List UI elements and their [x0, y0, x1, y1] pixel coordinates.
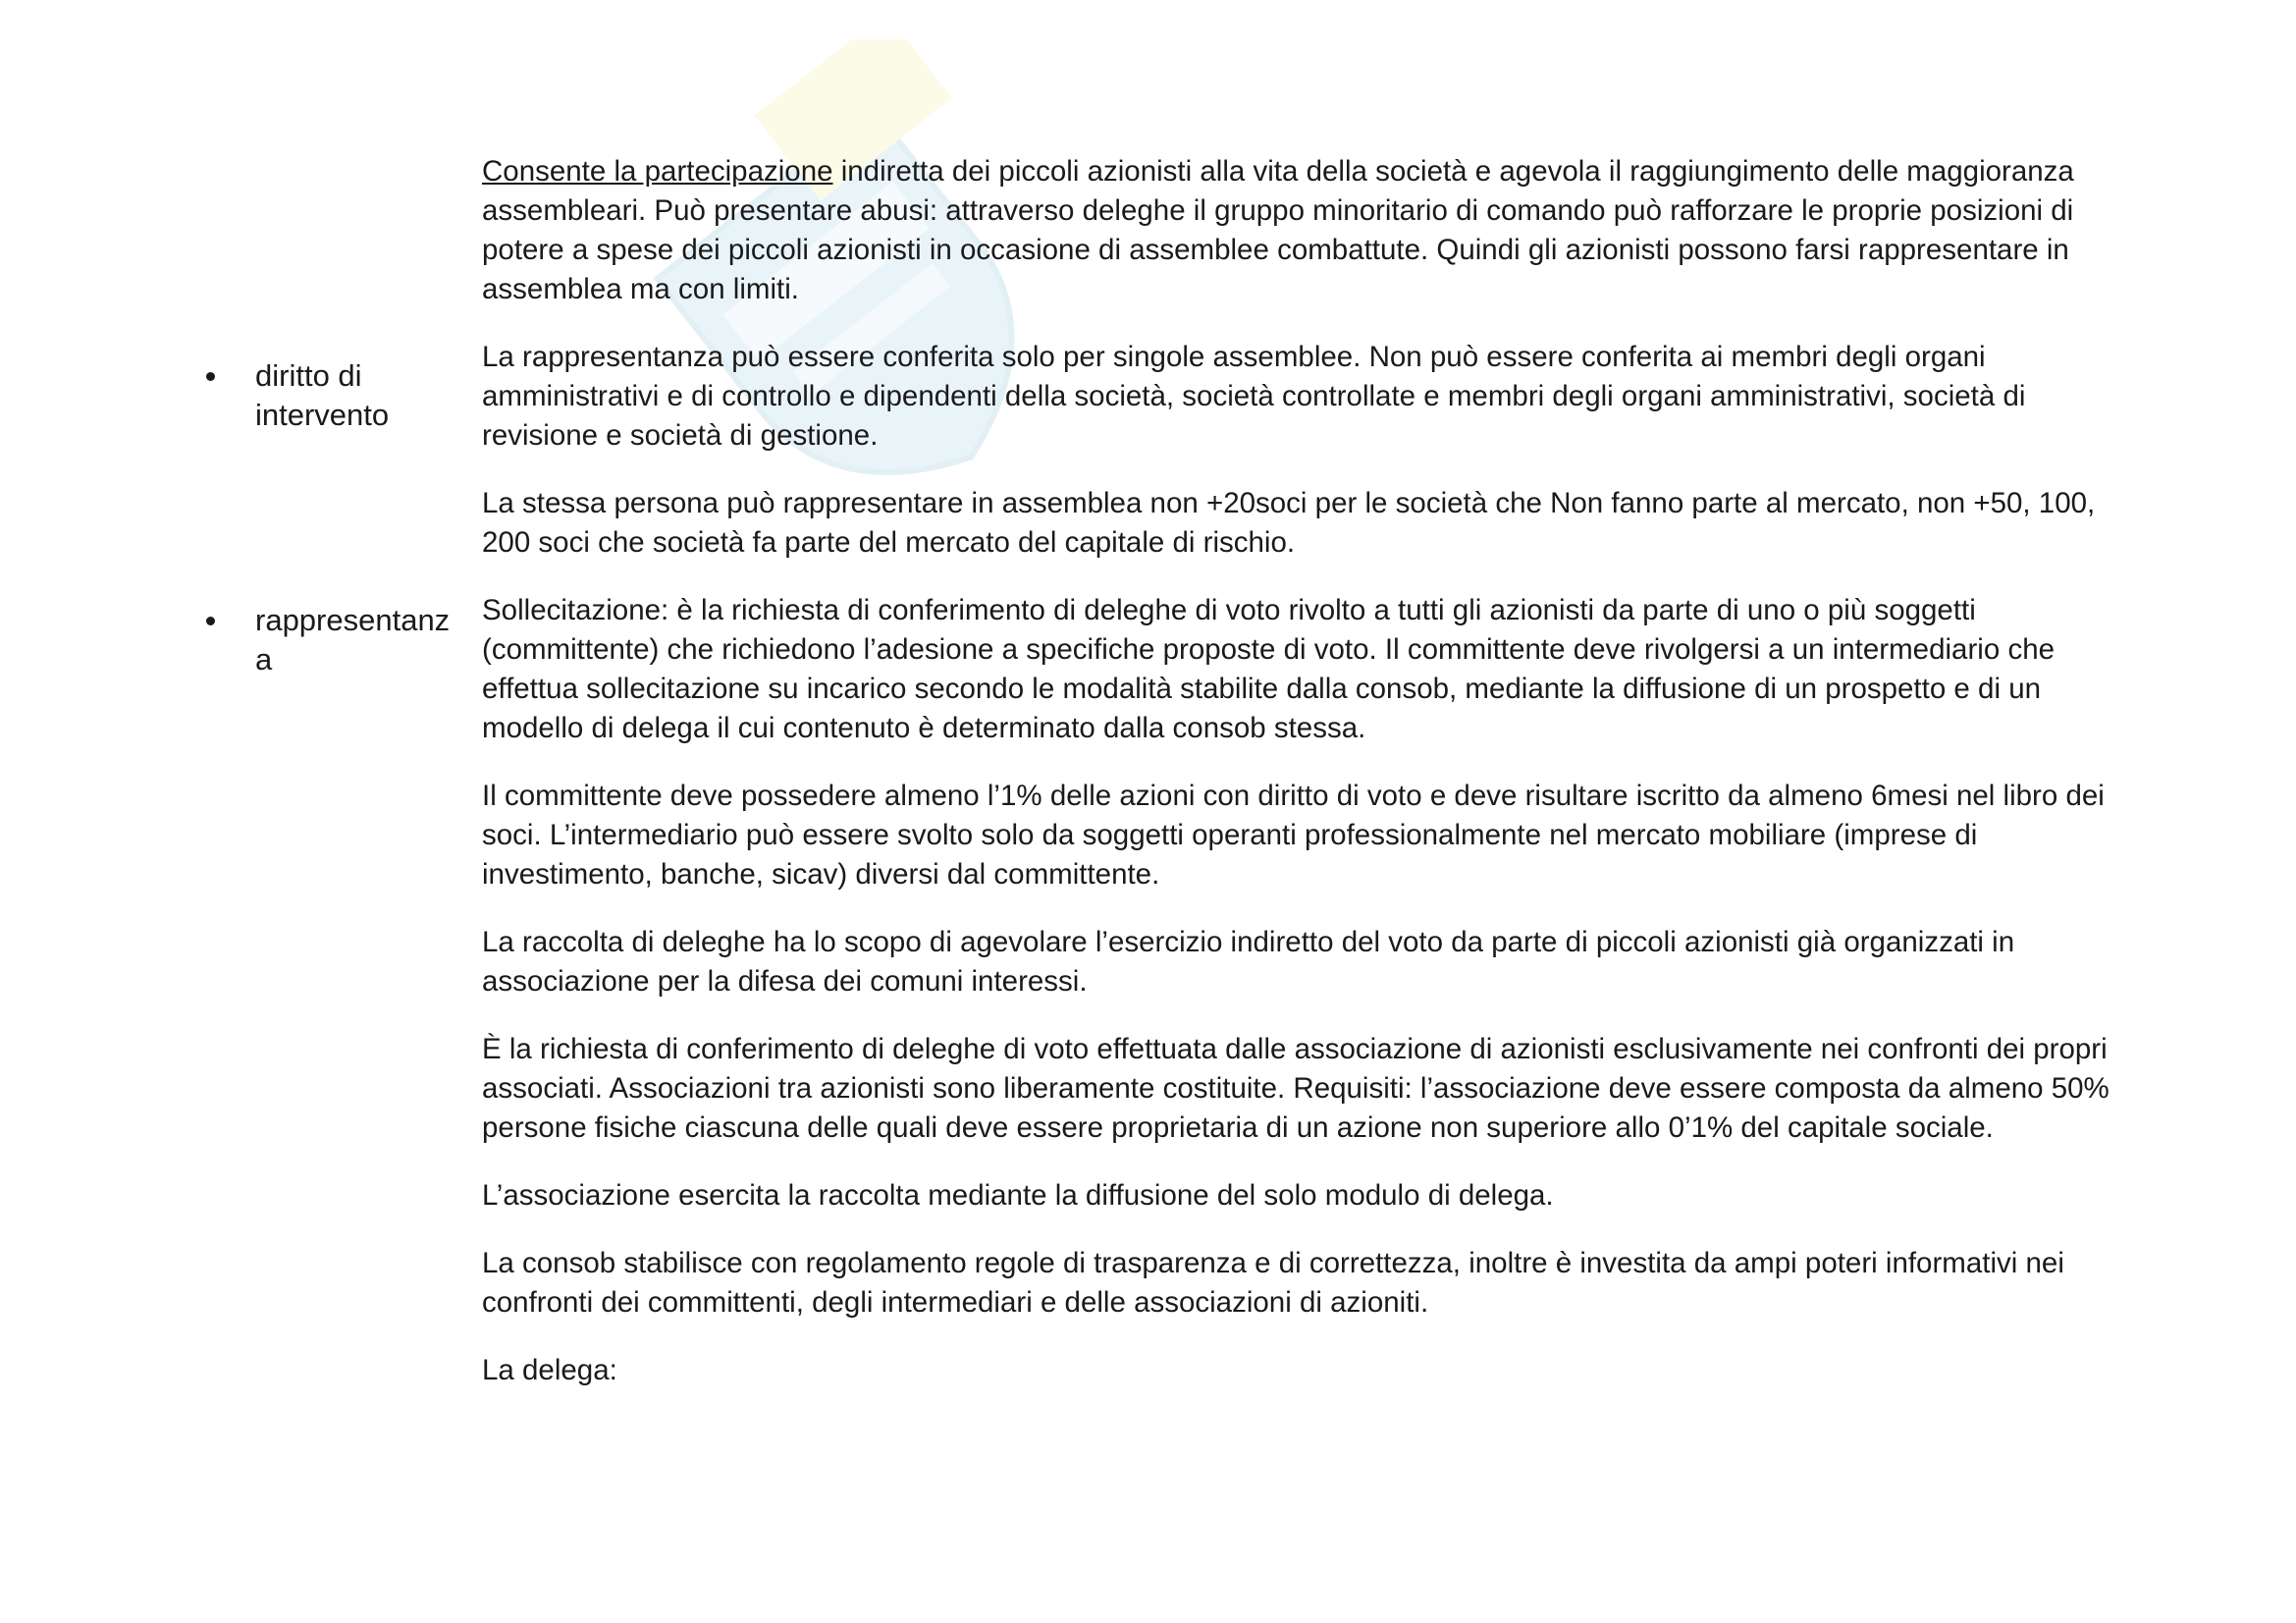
paragraph: L’associazione esercita la raccolta mediante la diffusione del solo modulo di delega. [482, 1179, 1554, 1212]
bullet-dot [206, 617, 215, 625]
bullet-dot [206, 372, 215, 381]
paragraph: La rappresentanza può essere conferita solo per singole assemblee. Non può essere conferita ai membri degli organi amministrativi e di controllo e dipendenti della società, società controllate e membri degli organi amministrativi, società di revisione e società di gestione. [482, 341, 2026, 452]
paragraph: Sollecitazione: è la richiesta di conferimento di deleghe di voto rivolto a tutti gli azionisti da parte di uno o più soggetti (committente) che richiedono l’adesione a specifiche proposte di voto. Il committente deve rivolgersi a un intermediario che effettua sollecitazione su incarico secondo le modalità stabilite dalla consob, mediante la diffusione di un prospetto e di un modello di delega il cui contenuto è determinato dalla consob stessa. [482, 594, 2056, 744]
paragraph: La raccolta di deleghe ha lo scopo di agevolare l’esercizio indiretto del voto da parte di piccoli azionisti già organizzati in associazione per la difesa dei comuni interessi. [482, 926, 2015, 998]
paragraph: La delega: [482, 1354, 617, 1386]
paragraph: La consob stabilisce con regolamento regole di trasparenza e di correttezza, inoltre è investita da ampi poteri informativi nei confronti dei committenti, degli intermediari e delle associazioni di azioniti. [482, 1247, 2064, 1319]
underlined-text: Consente la partecipazione [482, 155, 833, 188]
bullet-label: rappresentanza [255, 603, 451, 676]
paragraph-text: indiretta dei piccoli azionisti alla vita della società e agevola il raggiungimento delle maggioranza assembleari. Può presentare abusi: attraverso deleghe il gruppo minoritario di comando può rafforzare le proprie posizioni di potere a spese dei piccoli azionisti in occasione di assemblee combattute. Quindi gli azionisti possono farsi rappresentare in assemblea ma con limiti. [482, 155, 2074, 305]
bullet-label: diritto di intervento [255, 358, 390, 432]
paragraph: La stessa persona può rappresentare in assemblea non +20soci per le società che Non fanno parte al mercato, non +50, 100, 200 soci che società fa parte del mercato del capitale di rischio. [482, 487, 2096, 559]
paragraph: È la richiesta di conferimento di deleghe di voto effettuata dalle associazione di azionisti esclusivamente nei confronti dei propri associati. Associazioni tra azionisti sono liberamente costituite. Requisiti: l’associazione deve essere composta da almeno 50% persone fisiche ciascuna delle quali deve essere proprietaria di un azione non superiore allo 0’1% del capitale sociale. [482, 1033, 2109, 1144]
paragraph [482, 152, 2111, 309]
document-body [482, 152, 2111, 1419]
paragraph: Il committente deve possedere almeno l’1% delle azioni con diritto di voto e deve risultare iscritto da almeno 6mesi nel libro dei soci. L’intermediario può essere svolto solo da soggetti operanti professionalmente nel mercato mobiliare (imprese di investimento, banche, sicav) diversi dal committente. [482, 780, 2105, 891]
